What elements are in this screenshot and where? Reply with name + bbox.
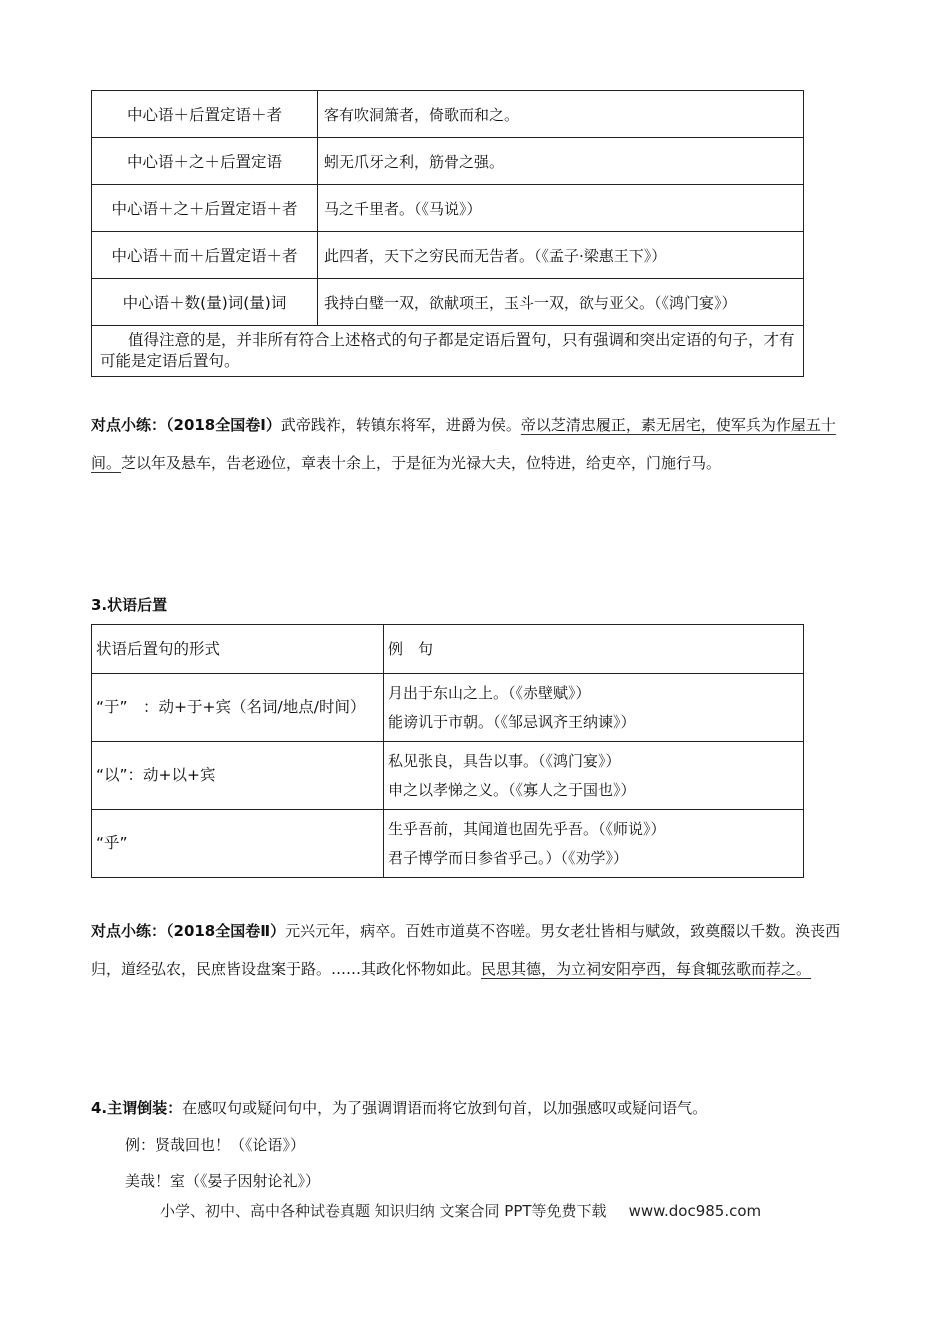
example-cell: 此四者，天下之穷民而无告者。（《孟子·梁惠王下》） — [318, 232, 804, 279]
practice-2 — [91, 912, 861, 988]
example-line: 月出于东山之上。（《赤壁赋》） — [388, 683, 591, 702]
practice-label: 对点小练：（2018全国卷Ⅰ） — [91, 416, 281, 434]
example-line: 例：贤哉回也！（《论语》） — [125, 1136, 306, 1154]
form-cell: “以”：动+以+宾 — [92, 742, 384, 810]
practice-label: 对点小练：（2018全国卷Ⅱ） — [91, 922, 286, 940]
example-line: 美哉！室（《晏子因射论礼》） — [125, 1172, 321, 1190]
page-footer — [160, 1200, 761, 1221]
practice-underlined: 帝以芝清忠履正，素无居宅，使军兵为作屋五十间。 — [91, 416, 836, 472]
example-line: 能谤讥于市朝。（《邹忌讽齐王纳谏》） — [388, 712, 636, 731]
pattern-cell: 中心语＋而＋后置定语＋者 — [92, 232, 318, 279]
table-row — [92, 91, 804, 138]
pattern-cell: 中心语＋数(量)词(量)词 — [92, 279, 318, 326]
example-line: 生乎吾前，其闻道也固先乎吾。（《师说》） — [388, 819, 666, 838]
practice-1 — [91, 406, 861, 482]
section-text: 在感叹句或疑问句中，为了强调谓语而将它放到句首，以加强感叹或疑问语气。 — [182, 1099, 708, 1117]
footer-link[interactable]: www.doc985.com — [628, 1202, 762, 1220]
example-cell: 马之千里者。（《马说》） — [318, 185, 804, 232]
example-line: 申之以孝悌之义。（《寡人之于国也》） — [388, 780, 636, 799]
table-row — [92, 138, 804, 185]
section-4 — [91, 1090, 861, 1126]
table-note: 值得注意的是，并非所有符合上述格式的句子都是定语后置句，只有强调和突出定语的句子，才有可能是定语后置句。 — [92, 326, 804, 377]
form-cell: “于” ：动+于+宾（名词/地点/时间） — [92, 674, 384, 742]
pattern-cell: 中心语＋之＋后置定语＋者 — [92, 185, 318, 232]
example-cell: 客有吹洞箫者，倚歌而和之。 — [318, 91, 804, 138]
pattern-cell: 中心语＋后置定语＋者 — [92, 91, 318, 138]
practice-text: 武帝践祚，转镇东将军，进爵为侯。 — [280, 416, 521, 434]
example-line: 私见张良，具告以事。（《鸿门宴》） — [388, 751, 621, 770]
postpositive-adverbial-table — [91, 624, 804, 878]
example-cell — [384, 810, 804, 878]
postpositive-attributive-table — [91, 90, 804, 377]
section-heading: 4.主谓倒装： — [91, 1099, 183, 1117]
section-heading: 3.状语后置 — [91, 596, 168, 614]
example-cell: 我持白璧一双，欲献项王，玉斗一双，欲与亚父。（《鸿门宴》） — [318, 279, 804, 326]
table-row — [92, 742, 804, 810]
pattern-cell: 中心语＋之＋后置定语 — [92, 138, 318, 185]
table-row — [92, 810, 804, 878]
table-header-row — [92, 625, 804, 674]
example-cell — [384, 742, 804, 810]
header-cell: 状语后置句的形式 — [92, 625, 384, 674]
table-row — [92, 185, 804, 232]
table-row — [92, 279, 804, 326]
table-row — [92, 674, 804, 742]
table-row — [92, 232, 804, 279]
example-cell: 蚓无爪牙之利，筋骨之强。 — [318, 138, 804, 185]
practice-underlined: 民思其德，为立祠安阳亭西，每食辄弦歌而荐之。 — [481, 960, 812, 978]
table-note-row — [92, 326, 804, 377]
example-line: 君子博学而日参省乎己。）（《劝学》） — [388, 848, 629, 867]
example-cell — [384, 674, 804, 742]
footer-text: 小学、初中、高中各种试卷真题 知识归纳 文案合同 PPT等免费下载 — [160, 1202, 607, 1220]
form-cell: “乎” — [92, 810, 384, 878]
practice-text: 芝以年及悬车，告老逊位，章表十余上，于是征为光禄大夫，位特进，给吏卒，门施行马。 — [121, 454, 722, 472]
practice-text: 元兴元年，病卒。百姓市道莫不咨嗟。男女老壮皆相与赋敛，致奠醊以千数。涣丧西归，道经弘农，民庶皆设盘案于路。……其政化怀物如此。 — [91, 922, 841, 978]
header-cell: 例 句 — [384, 625, 804, 674]
